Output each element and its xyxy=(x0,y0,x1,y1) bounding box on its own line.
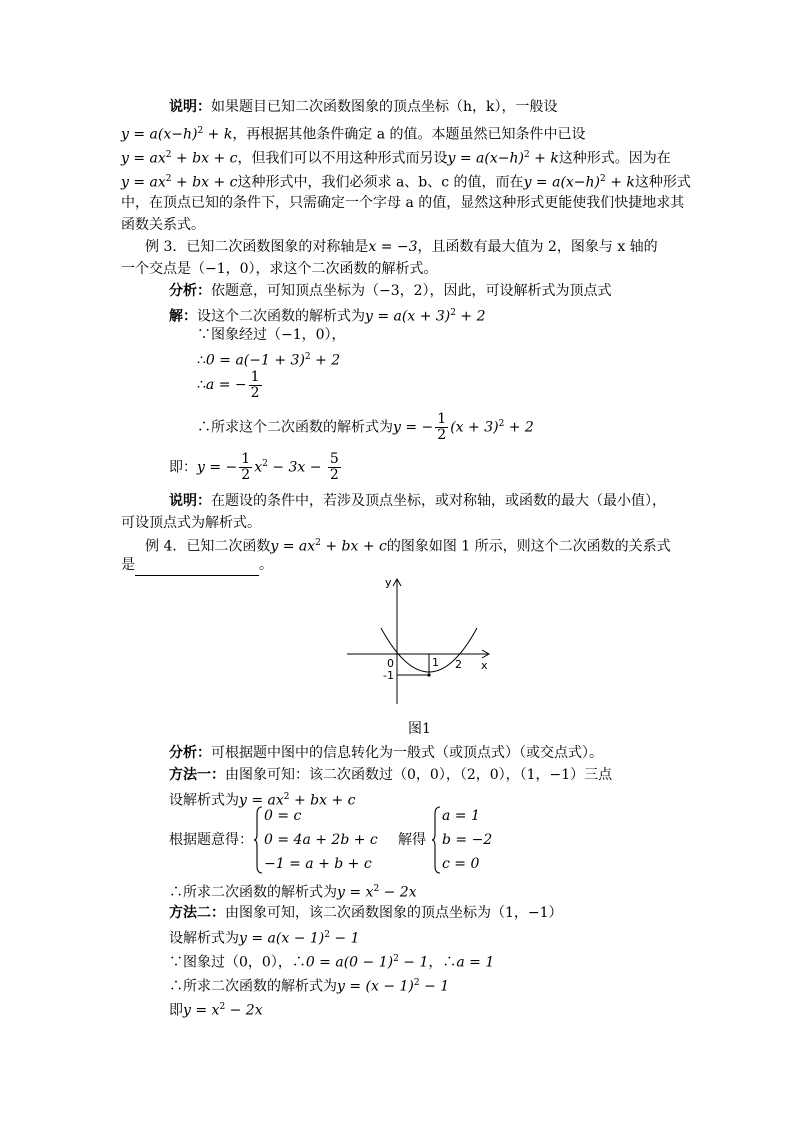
system2-brace xyxy=(431,806,441,874)
text: 即 xyxy=(169,1002,183,1019)
exp: 2 xyxy=(165,150,172,160)
y-axis-label: y xyxy=(385,576,392,589)
numerator: 1 xyxy=(437,411,447,428)
example3-step3 xyxy=(197,368,264,402)
example3-line1 xyxy=(145,236,658,258)
method2-final xyxy=(169,996,263,1022)
exp: 2 xyxy=(197,126,204,136)
text: 这种形式中，我们必须求 a、b、c 的值，而在 xyxy=(237,174,524,191)
formula: − 1 xyxy=(329,930,360,947)
solution-label: 解： xyxy=(169,308,197,325)
formula: + 2 xyxy=(310,352,341,369)
exp: 2 xyxy=(413,978,420,988)
formula: y = a(x − 1) xyxy=(239,930,325,947)
text: 这种形式 xyxy=(634,174,691,191)
note2-line1 xyxy=(169,490,666,512)
method2-line xyxy=(169,902,563,924)
method2-step1 xyxy=(169,948,494,974)
system2-eq1: a = 1 xyxy=(442,808,480,824)
formula: y = (x − 1) xyxy=(337,978,414,995)
exp: 2 xyxy=(373,884,380,894)
exp: 2 xyxy=(165,174,172,184)
denominator: 2 xyxy=(250,384,260,401)
analysis-label: 分析： xyxy=(169,745,211,761)
formula: a = − xyxy=(205,377,247,393)
x-axis-label: x xyxy=(481,659,488,672)
numerator: 1 xyxy=(250,368,260,385)
formula: (x + 3) xyxy=(450,419,499,436)
method2-set xyxy=(169,924,360,950)
note-label: 说明： xyxy=(169,493,211,509)
text: 是 xyxy=(121,557,135,573)
fraction xyxy=(239,452,252,483)
method-label: 方法一： xyxy=(169,767,225,783)
formula: + bx + c xyxy=(289,792,356,809)
fraction xyxy=(435,412,448,443)
text: ，再根据其他条件确定 a 的值。本题虽然已知条件中已设 xyxy=(232,126,586,143)
text: ∴ xyxy=(197,352,206,369)
formula: + 2 xyxy=(504,419,534,436)
text: 即： xyxy=(169,459,197,476)
numerator: 1 xyxy=(241,451,251,468)
text: 例 3．已知二次函数图象的对称轴是 xyxy=(145,239,369,255)
denominator: 2 xyxy=(437,427,447,444)
example3-step1: ∵图象经过（−1，0）， xyxy=(197,327,346,343)
formula: y = a(x−h) xyxy=(121,126,198,143)
exp: 2 xyxy=(315,538,321,548)
example4-analysis xyxy=(169,742,603,764)
formula: y = a(x + 3) xyxy=(365,308,451,325)
text: ，∴ xyxy=(428,954,457,971)
tick-label-2: 2 xyxy=(455,658,462,671)
numerator: 5 xyxy=(329,451,339,468)
example3-line2: 一个交点是（−1，0），求这个二次函数的解析式。 xyxy=(121,261,438,277)
text: 设这个二次函数的解析式为 xyxy=(197,308,365,325)
formula: y = ax xyxy=(121,174,166,191)
system2-eq3: c = 0 xyxy=(442,856,480,872)
text: 如果题目已知二次函数图象的顶点坐标（h，k），一般设 xyxy=(211,99,558,115)
system1-eq2: 0 = 4a + 2b + c xyxy=(264,832,378,848)
note1-line2 xyxy=(121,120,586,146)
fraction xyxy=(249,370,262,401)
method1-solve-label: 解得 xyxy=(398,832,426,848)
note-label: 说明： xyxy=(169,99,211,115)
formula: a = 1 xyxy=(456,954,495,971)
text: 。 xyxy=(259,557,273,573)
formula: − 1 xyxy=(419,978,450,995)
system1-brace xyxy=(253,806,263,874)
system1-eq1: 0 = c xyxy=(264,808,302,824)
formula: y = a(x−h) xyxy=(523,174,601,191)
text: 可根据题中图中的信息转化为一般式（或顶点式）（或交点式）。 xyxy=(211,745,603,761)
method2-result xyxy=(169,972,449,998)
text: ∵图象过（0，0），∴ xyxy=(169,954,306,971)
denominator: 2 xyxy=(241,467,251,484)
formula: y = ax xyxy=(121,150,166,167)
exp: 2 xyxy=(498,419,505,429)
formula: − 2x xyxy=(225,1002,263,1019)
text: ∴所求这个二次函数的解析式为 xyxy=(197,419,393,436)
method1-line xyxy=(169,764,612,786)
text: 在题设的条件中，若涉及顶点坐标，或对称轴，或函数的最大（最小值）， xyxy=(211,493,666,509)
note1-line3 xyxy=(121,144,671,170)
formula: 0 = a(0 − 1) xyxy=(305,954,394,971)
formula: y = x xyxy=(183,1002,220,1019)
tick-label-1: 1 xyxy=(432,656,439,669)
fraction xyxy=(328,452,341,483)
formula: + bx + c xyxy=(171,150,238,167)
text: 由图象可知，该二次函数图象的顶点坐标为（1，−1） xyxy=(225,905,563,921)
text: 由图象可知：该二次函数过（0，0），（2，0），（1，−1）三点 xyxy=(225,767,613,783)
formula: + 2 xyxy=(455,308,486,325)
exp: 2 xyxy=(600,174,606,184)
method1-result xyxy=(169,878,417,904)
text: 的图象如图 1 所示，则这个二次函数的关系式 xyxy=(386,538,671,555)
text: 这种形式。因为在 xyxy=(558,150,671,167)
example3-analysis xyxy=(169,280,612,302)
formula: y = a(x−h) xyxy=(447,150,524,167)
formula: y = x xyxy=(337,884,374,901)
text: 依题意，可知顶点坐标为（−3，2），因此，可设解析式为顶点式 xyxy=(211,283,612,299)
figure-1-graph xyxy=(347,574,497,709)
figure-caption: 图1 xyxy=(408,721,431,737)
example3-step4 xyxy=(197,407,534,445)
system1-eq3: −1 = a + b + c xyxy=(264,856,372,872)
formula: − 2x xyxy=(379,884,417,901)
formula: y = ax xyxy=(239,792,284,809)
system2-eq2: b = −2 xyxy=(442,832,493,848)
formula: − 3x − xyxy=(267,459,326,476)
formula: + k xyxy=(203,126,233,143)
origin-label: 0 xyxy=(387,657,394,670)
text: ∴所求二次函数的解析式为 xyxy=(169,978,337,995)
denominator: 2 xyxy=(329,467,339,484)
formula: + k xyxy=(529,150,559,167)
note1-line6: 函数关系式。 xyxy=(121,217,205,233)
formula: 0 = a(−1 + 3) xyxy=(205,352,305,369)
exp: 2 xyxy=(283,792,290,802)
formula: x = −3 xyxy=(368,239,418,255)
text: 例 4．已知二次函数 xyxy=(145,538,271,555)
note1-line4 xyxy=(121,168,691,194)
formula: + bx + c xyxy=(171,174,238,191)
text: ，但我们可以不用这种形式而另设 xyxy=(237,150,448,167)
text: ，且函数有最大值为 2，图象与 x 轴的 xyxy=(417,239,658,255)
text: 设解析式为 xyxy=(169,792,239,809)
analysis-label: 分析： xyxy=(169,283,211,299)
exp: 2 xyxy=(523,150,530,160)
formula: y = ax xyxy=(270,538,316,555)
formula: x xyxy=(254,459,263,476)
exp: 2 xyxy=(219,1002,226,1012)
text: ∴所求二次函数的解析式为 xyxy=(169,884,337,901)
method-label: 方法二： xyxy=(169,905,225,921)
text: ∴ xyxy=(197,377,206,393)
formula: + k xyxy=(605,174,635,191)
vertex-point xyxy=(427,673,430,676)
exp: 2 xyxy=(262,459,268,469)
note1-line1 xyxy=(169,96,558,118)
text: 设解析式为 xyxy=(169,930,239,947)
example3-result xyxy=(169,447,343,485)
formula: y = − xyxy=(197,459,238,476)
answer-blank xyxy=(135,561,259,576)
exp: 2 xyxy=(304,352,311,362)
note2-line2: 可设顶点式为解析式。 xyxy=(121,515,261,531)
formula: − 1 xyxy=(398,954,429,971)
exp: 2 xyxy=(324,930,330,940)
tick-label-neg1: -1 xyxy=(383,669,394,682)
method1-by-condition: 根据题意得： xyxy=(169,832,253,848)
note1-line5: 中，在顶点已知的条件下，只需确定一个字母 a 的值，显然这种形式更能使我们快捷地求其 xyxy=(121,195,685,211)
exp: 2 xyxy=(393,954,399,964)
exp: 2 xyxy=(450,308,456,318)
example4-line2 xyxy=(121,554,273,576)
formula: y = − xyxy=(393,419,434,436)
formula: + bx + c xyxy=(320,538,387,555)
